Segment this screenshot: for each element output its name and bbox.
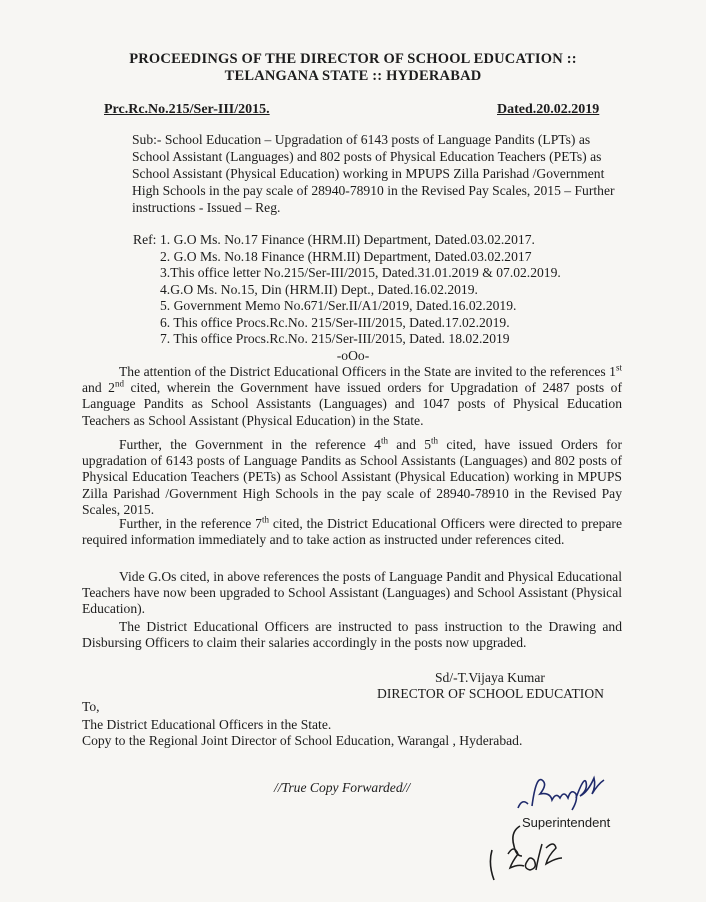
reference-number: Prc.Rc.No.215/Ser-III/2015. [104, 102, 270, 117]
references-label: Ref: [133, 232, 157, 247]
reference-item: 4.G.O Ms. No.15, Din (HRM.II) Dept., Dated.16.02.2019. [160, 281, 478, 297]
subject-text: School Education – Upgradation of 6143 posts of Language Pandits (LPTs) as School Assistant (Languages) and 802 posts of Physical Education Teachers (PETs) as School Assistant (Physical Education) working in MPUPS Zilla Parishad /Government High Schools in the pay scale of 28940-78910 in the Revised Pay Scales, 2015 – Further instructions - Issued – Reg. [132, 132, 615, 215]
reference-item: 6. This office Procs.Rc.No. 215/Ser-III/2015, Dated.17.02.2019. [160, 314, 510, 330]
reference-item: Ref: 1. G.O Ms. No.17 Finance (HRM.II) Department, Dated.03.02.2017. [133, 232, 535, 247]
paragraph-2: Further, the Government in the reference 4th and 5th cited, have issued Orders for upgradation of 6143 posts of Language Pandits as School Assistants (Languages) and 802 posts of Physical Education Teachers (PETs) as School Assistant (Physical Education) working in MPUPS Zilla Parishad /Government High Schools in the pay scale of 28940-78910 in the Revised Pay Scales, 2015. [82, 435, 623, 517]
reference-item: 2. G.O Ms. No.18 Finance (HRM.II) Department, Dated.03.02.2017 [160, 248, 532, 264]
paragraph-3: Further, in the reference 7th cited, the District Educational Officers were directed to prepare required information immediately and to take action as instructed under references cited. [82, 514, 622, 548]
recipient-line: The District Educational Officers in the State. [82, 717, 332, 732]
reference-item: 5. Government Memo No.671/Ser.II/A1/2019, Dated.16.02.2019. [160, 298, 517, 313]
stamp-designation: Superintendent [522, 815, 611, 830]
signatory-designation: DIRECTOR OF SCHOOL EDUCATION [377, 686, 604, 701]
copy-to-line: Copy to the Regional Joint Director of School Education, Warangal , Hyderabad. [82, 733, 523, 748]
paragraph-4: Vide G.Os cited, in above references the posts of Language Pandit and Physical Educational Teachers have now been upgraded to School Assistant (Languages) and School Assistant (Physical Education). [82, 569, 622, 617]
document-title-line2: TELANGANA STATE :: HYDERABAD [224, 68, 482, 84]
handwritten-initials [480, 820, 590, 890]
reference-item: 3.This office letter No.215/Ser-III/2015, Dated.31.01.2019 & 07.02.2019. [160, 265, 561, 280]
section-separator: -oOo- [336, 348, 370, 363]
to-label: To, [82, 699, 100, 714]
true-copy-note: //True Copy Forwarded// [274, 780, 411, 795]
subject-block [132, 131, 624, 216]
paragraph-1: The attention of the District Educational Officers in the State are invited to the references 1st and 2nd cited, wherein the Government have issued orders for Upgradation of 2487 posts of Language Pandits as School Assistants (Languages) and 1047 posts of Physical Education Teachers as School Assistant (Physical Education) in the State. [82, 362, 622, 428]
document-date: Dated.20.02.2019 [497, 102, 600, 117]
document-title-line1: PROCEEDINGS OF THE DIRECTOR OF SCHOOL EDUCATION :: [129, 51, 577, 67]
handwritten-signature [510, 768, 640, 818]
paragraph-5: The District Educational Officers are instructed to pass instruction to the Drawing and Disbursing Officers to claim their salaries accordingly in the posts now upgraded. [82, 619, 622, 651]
signatory-name: Sd/-T.Vijaya Kumar [435, 670, 545, 685]
references-list [133, 232, 613, 348]
subject-label: Sub:- [132, 132, 162, 147]
reference-item: 7. This office Procs.Rc.No. 215/Ser-III/2015, Dated. 18.02.2019 [160, 331, 510, 346]
